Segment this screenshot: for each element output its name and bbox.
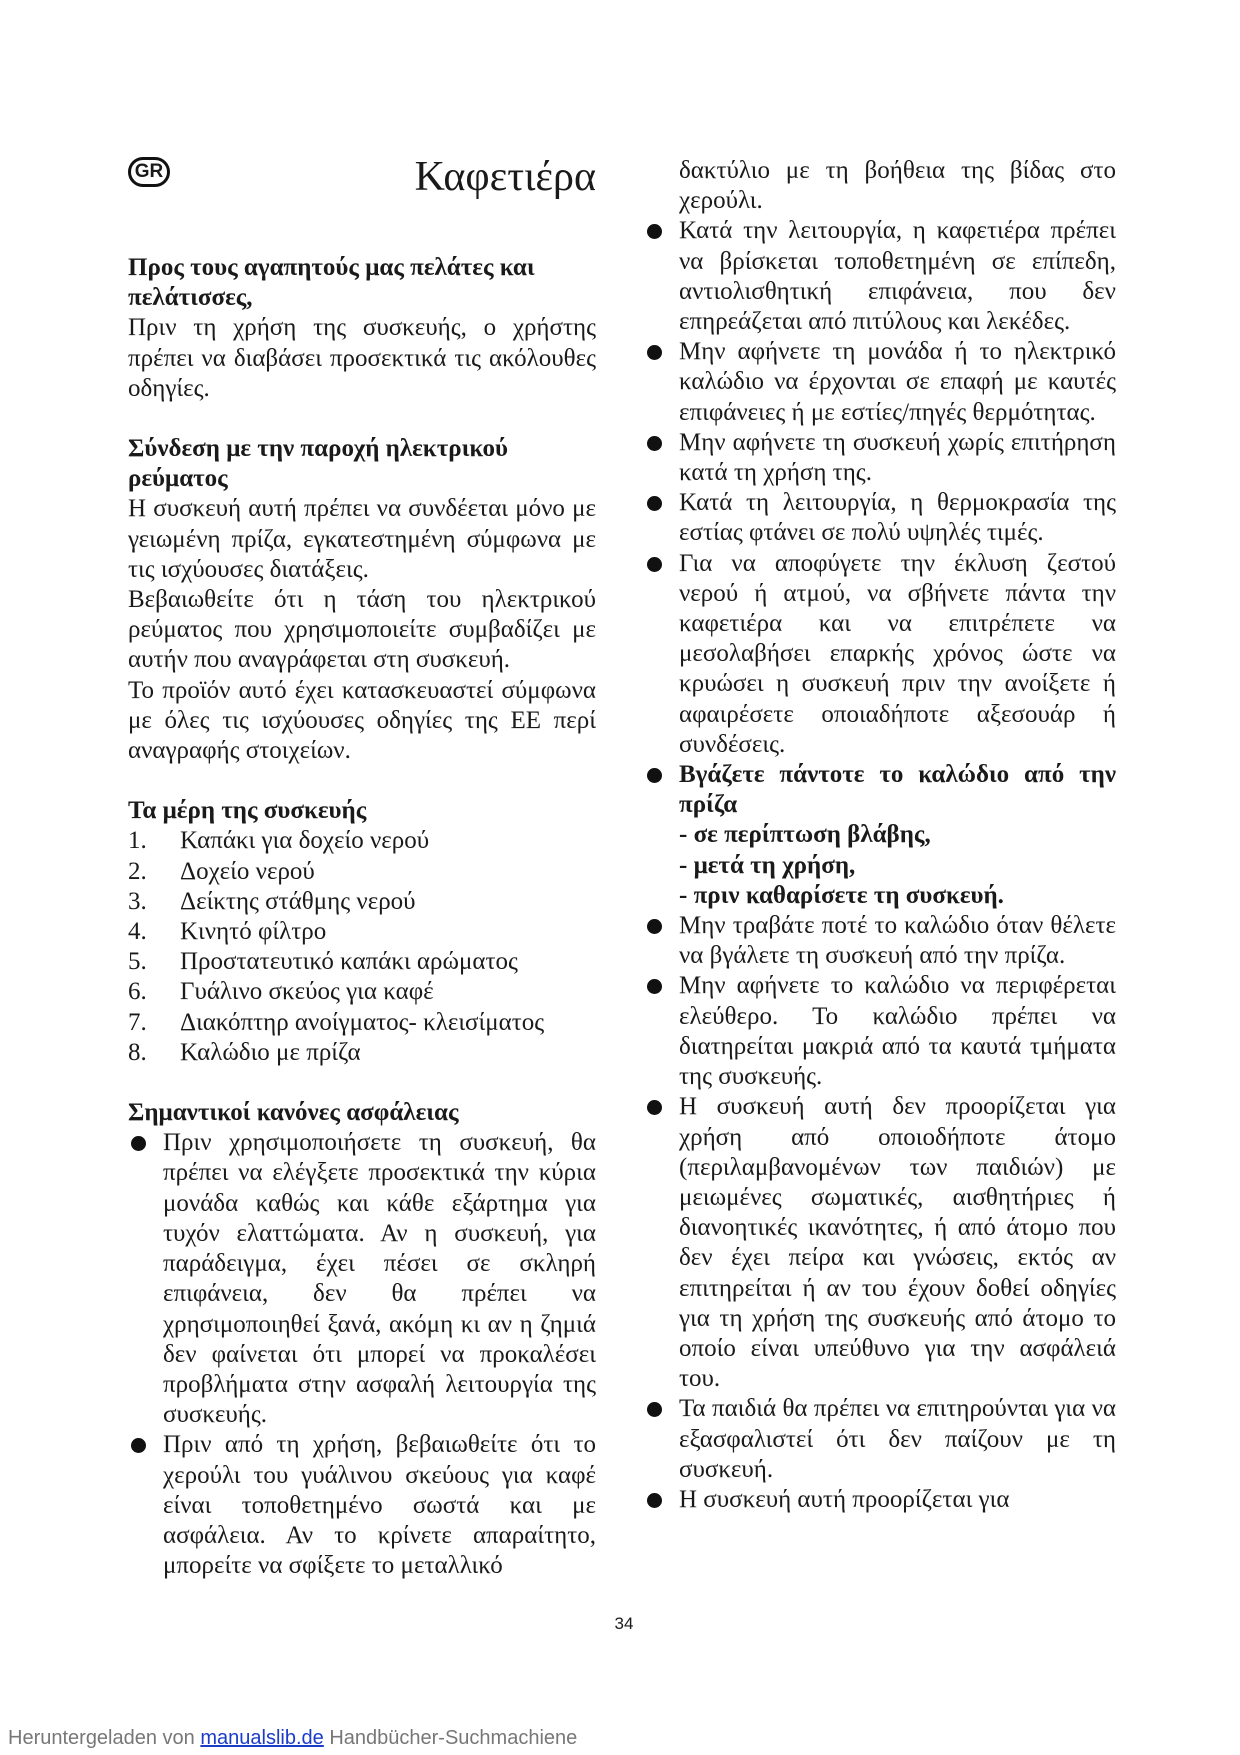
connection-paragraph: Βεβαιωθείτε ότι η τάση του ηλεκτρικού ρεύματος που χρησιμοποιείτε συμβαδίζει με αυτήν που αναγράφεται στη συσκευή. — [128, 586, 596, 674]
safety-bullet: Κατά τη λειτουργία, η θερμοκρασία της εστίας φτάνει σε πολύ υψηλές τιμές. — [644, 488, 1116, 548]
safety-bullet: Μην αφήνετε τη μονάδα ή το ηλεκτρικό καλώδιο να έρχονται σε επαφή με καυτές επιφάνειες ή με εστίες/πηγές θερμότητας. — [644, 337, 1116, 428]
safety-bullet-continued: δακτύλιο με τη βοήθεια της βίδας στο χερούλι. — [679, 157, 1116, 215]
language-badge: GR — [128, 157, 170, 187]
right-column — [644, 156, 1116, 1515]
parts-list-item: 2. Δοχείο νερού — [128, 857, 315, 885]
parts-list — [128, 826, 596, 1068]
connection-heading: Σύνδεση με την παροχή ηλεκτρικού ρεύματος — [128, 435, 508, 493]
page-title: Καφετιέρα — [414, 154, 596, 200]
parts-list-item: 3. Δείκτης στάθμης νερού — [128, 887, 416, 915]
safety-heading: Σημαντικοί κανόνες ασφάλειας — [128, 1099, 459, 1127]
connection-paragraph: Η συσκευή αυτή πρέπει να συνδέεται μόνο με γειωμένη πρίζα, εγκατεστημένη σύμφωνα με τις ισχύουσες διατάξεις. — [128, 495, 596, 583]
safety-bullet: Η συσκευή αυτή προορίζεται για — [644, 1485, 1116, 1515]
bullet-icon — [131, 1438, 146, 1453]
parts-list-item: 7. Διακόπτηρ ανοίγματος- κλεισίματος — [128, 1008, 545, 1036]
footer-suffix: Handbücher-Suchmachiene — [323, 1727, 578, 1749]
bullet-icon — [647, 979, 662, 994]
safety-bullet: Μην αφήνετε το καλώδιο να περιφέρεται ελεύθερο. Το καλώδιο πρέπει να διατηρείται μακριά από τα καυτά τμήματα της συσκευής. — [644, 971, 1116, 1092]
bullet-icon — [647, 224, 662, 239]
bullet-icon — [647, 1100, 662, 1115]
safety-bullet: Πριν χρησιμοποιήσετε τη συσκευή, θα πρέπει να ελέγξετε προσεκτικά την κύρια μονάδα καθώς και κάθε εξάρτημα για τυχόν ελαττώματα. Αν η συσκευή, για παράδειγμα, έχει πέσει σε σκληρή επιφάνεια, δεν θα πρέπει να χρησιμοποιηθεί ξανά, ακόμη κι αν η ζημιά δεν φαίνεται ότι μπορεί να προκαλέσει προβλήματα στην ασφαλή λειτουργία της συσκευής. — [128, 1128, 596, 1430]
bullet-icon — [647, 1402, 662, 1417]
bullet-icon — [647, 436, 662, 451]
bullet-icon — [131, 1136, 146, 1151]
parts-list-item: 6. Γυάλινο σκεύος για καφέ — [128, 978, 434, 1006]
parts-list-item: 8. Καλώδιο με πρίζα — [128, 1038, 361, 1066]
bullet-icon — [647, 919, 662, 934]
page-number: 34 — [614, 1614, 634, 1633]
safety-bullet: Για να αποφύγετε την έκλυση ζεστού νερού ή ατμού, να σβήνετε πάντα την καφετιέρα και να επιτρέπετε να μεσολαβήσει επαρκής χρόνος ώστε να κρυώσει η συσκευή πριν την ανοίξετε ή αφαιρέσετε οποιαδήποτε αξεσουάρ ή συνδέσεις. — [644, 549, 1116, 760]
intro-text: Πριν τη χρήση της συσκευής, ο χρήστης πρέπει να διαβάσει προσεκτικά τις ακόλουθες οδηγίες. — [128, 314, 596, 402]
safety-bullet: Μην αφήνετε τη συσκευή χωρίς επιτήρηση κατά τη χρήση της. — [644, 428, 1116, 488]
connection-paragraph: Το προϊόν αυτό έχει κατασκευαστεί σύμφωνα με όλες τις ισχύουσες οδηγίες της ΕΕ περί αναγραφής στοιχείων. — [128, 676, 596, 765]
bullet-icon — [647, 345, 662, 360]
manualslib-link[interactable]: manualslib.de — [200, 1727, 324, 1749]
download-footer — [8, 1727, 577, 1750]
safety-bullet: Τα παιδιά θα πρέπει να επιτηρούνται για να εξασφαλιστεί ότι δεν παίζουν με τη συσκευή. — [644, 1394, 1116, 1485]
parts-heading: Τα μέρη της συσκευής — [128, 797, 367, 825]
bullet-icon — [647, 1493, 662, 1508]
unplug-condition: - μετά τη χρήση, — [679, 851, 856, 879]
safety-bullet: Πριν από τη χρήση, βεβαιωθείτε ότι το χερούλι του γυάλινου σκεύους για καφέ είναι τοποθετημένο σωστά και με ασφάλεια. Αν το κρίνετε απαραίτητο, μπορείτε να σφίξετε το μεταλλικό — [128, 1430, 596, 1581]
bullet-icon — [647, 557, 662, 572]
safety-bullet: Μην τραβάτε ποτέ το καλώδιο όταν θέλετε να βγάλετε τη συσκευή από την πρίζα. — [644, 911, 1116, 971]
parts-list-item: 1. Καπάκι για δοχείο νερού — [128, 827, 430, 855]
parts-list-item: 5. Προστατευτικό καπάκι αρώματος — [128, 948, 518, 976]
unplug-condition: - σε περίπτωση βλάβης, — [679, 821, 931, 849]
footer-prefix: Heruntergeladen von — [8, 1727, 201, 1749]
parts-list-item: 4. Κινητό φίλτρο — [128, 918, 327, 946]
intro-heading: Προς τους αγαπητούς μας πελάτες και πελάτισσες, — [128, 254, 535, 312]
safety-bullet: Η συσκευή αυτή δεν προορίζεται για χρήση από οποιοδήποτε άτομο (περιλαμβανομένων των παιδιών) με μειωμένες σωματικές, αισθητήριες ή διανοητικές ικανότητες, ή από άτομο που δεν έχει πείρα και γνώσεις, εκτός αν επιτηρείται ή αν του έχουν δοθεί οδηγίες για τη χρήση της συσκευής από άτομο το οποίο είναι υπεύθυνο για την ασφάλειά του. — [644, 1092, 1116, 1394]
safety-bullet: Βγάζετε πάντοτε το καλώδιο από την πρίζα — [644, 760, 1116, 820]
safety-bullet: Κατά την λειτουργία, η καφετιέρα πρέπει να βρίσκεται τοποθετημένη σε επίπεδη, αντιολισθητική επιφάνεια, που δεν επηρεάζεται από πιτύλους και λεκέδες. — [644, 216, 1116, 337]
unplug-condition: - πριν καθαρίσετε τη συσκευή. — [679, 881, 1004, 909]
bullet-icon — [647, 768, 662, 783]
left-column — [128, 155, 596, 1581]
bullet-icon — [647, 496, 662, 511]
